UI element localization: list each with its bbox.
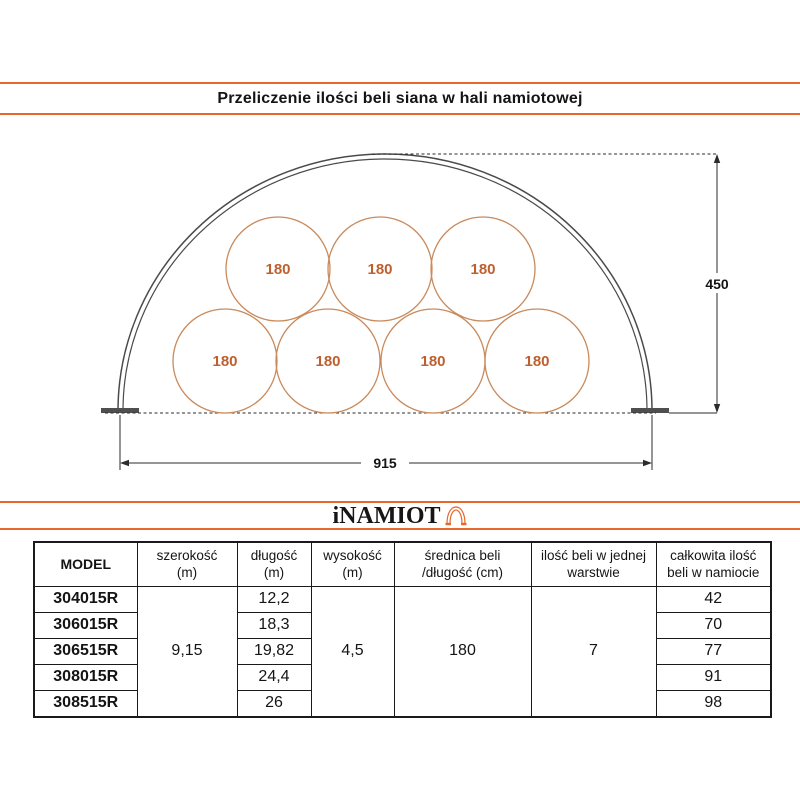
arrow-down-icon	[714, 404, 720, 413]
brand-bar	[0, 503, 800, 528]
shared-height-cell: 4,5	[311, 586, 394, 717]
header-line: (m)	[342, 565, 363, 581]
height-dimension	[701, 154, 733, 413]
header-line: całkowita ilość	[670, 548, 757, 564]
model-cell: 306515R	[34, 638, 137, 664]
bale-diameter-label: 180	[212, 353, 238, 370]
length-cell: 19,82	[237, 638, 311, 664]
reference-lines	[105, 154, 717, 413]
shared-width-cell: 9,15	[137, 586, 237, 717]
hay-bales	[173, 217, 589, 413]
header-bales-per-layer	[531, 542, 656, 586]
header-total-bales	[656, 542, 771, 586]
brand-logo-text: iNAMIOT	[332, 502, 441, 529]
table-header-row	[34, 542, 771, 586]
bale-diameter-label: 180	[524, 353, 550, 370]
total-cell: 77	[656, 638, 771, 664]
length-cell: 12,2	[237, 586, 311, 612]
bale-diameter-label: 180	[367, 261, 393, 278]
header-line: wysokość	[323, 548, 382, 564]
arch-foot-right	[631, 408, 669, 413]
header-line: (m)	[176, 565, 198, 581]
header-line: średnica beli	[424, 548, 501, 564]
length-cell: 24,4	[237, 664, 311, 690]
spec-table	[33, 541, 772, 718]
total-cell: 42	[656, 586, 771, 612]
model-cell: 306015R	[34, 612, 137, 638]
height-dimension-label: 450	[705, 276, 729, 292]
arrow-right-icon	[643, 460, 652, 466]
arrow-left-icon	[120, 460, 129, 466]
width-dimension-label: 915	[373, 455, 397, 471]
header-line: długość	[250, 548, 298, 564]
header-height	[311, 542, 394, 586]
bale-diameter-label: 180	[315, 353, 341, 370]
page-title: Przeliczenie ilości beli siana w hali namiotowej	[217, 89, 583, 107]
header-line: (m)	[263, 565, 285, 581]
shared-per-layer-cell: 7	[531, 586, 656, 717]
header-model: MODEL	[34, 542, 137, 586]
header-line: beli w namiocie	[667, 565, 760, 581]
total-cell: 98	[656, 690, 771, 717]
shared-diameter-cell: 180	[394, 586, 531, 717]
header-width	[137, 542, 237, 586]
header-line: /długość (cm)	[421, 565, 504, 581]
model-cell: 308015R	[34, 664, 137, 690]
header-length	[237, 542, 311, 586]
arch-foot-left	[101, 408, 139, 413]
table-row	[34, 586, 771, 612]
header-bale-diameter	[394, 542, 531, 586]
divider-below-logo	[0, 528, 800, 530]
tent-arch	[101, 154, 669, 413]
tent-icon	[444, 504, 468, 527]
header-line: ilość beli w jednej	[540, 548, 647, 564]
width-dimension	[120, 415, 652, 472]
model-cell: 304015R	[34, 586, 137, 612]
length-cell: 18,3	[237, 612, 311, 638]
total-cell: 70	[656, 612, 771, 638]
header-line: szerokość	[156, 548, 218, 564]
bale-diameter-label: 180	[265, 261, 291, 278]
total-cell: 91	[656, 664, 771, 690]
arrow-up-icon	[714, 154, 720, 163]
model-cell: 308515R	[34, 690, 137, 717]
bale-diameter-label: 180	[470, 261, 496, 278]
header-line: warstwie	[567, 565, 620, 581]
bale-diameter-label: 180	[420, 353, 446, 370]
length-cell: 26	[237, 690, 311, 717]
